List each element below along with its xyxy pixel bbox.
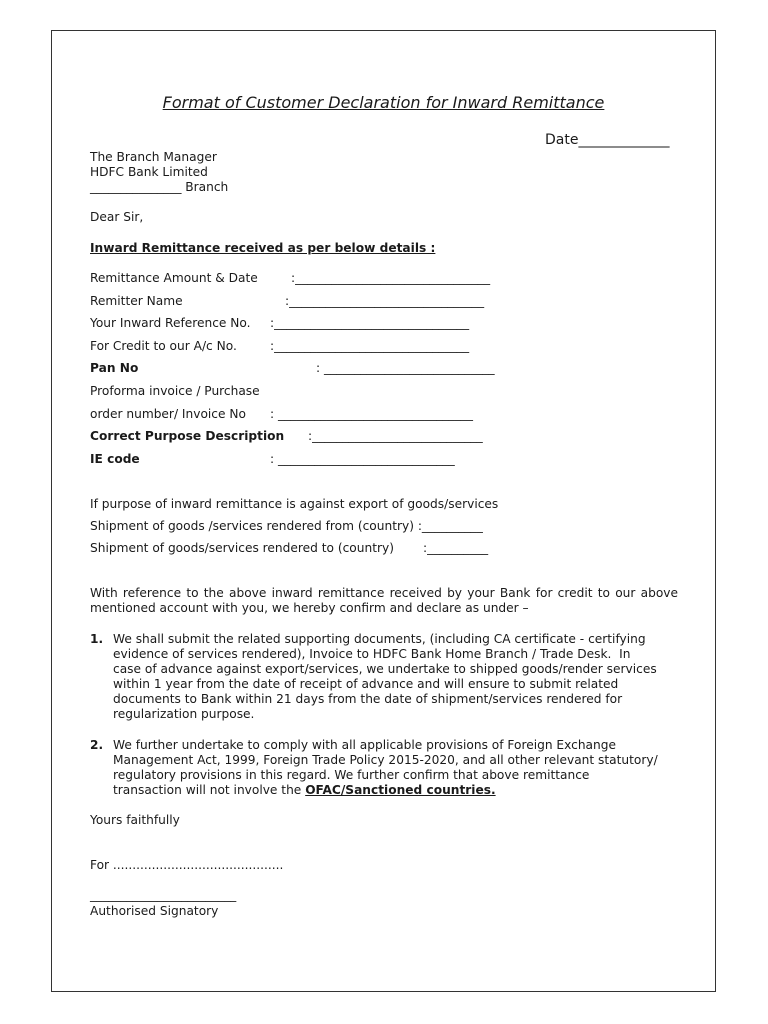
item-1-line-4: within 1 year from the date of receipt of advance and will ensure to submit related <box>113 677 619 691</box>
item-1-line-3: case of advance against export/services, we undertake to shipped goods/render services <box>113 662 657 676</box>
field-label-remittance-amount: Remittance Amount & Date <box>90 271 258 285</box>
document-title: Format of Customer Declaration for Inward Remittance <box>162 93 605 112</box>
field-blank-remittance-amount: :________________________________ <box>291 271 491 285</box>
signature-line: ________________________ <box>90 888 237 902</box>
field-label-invoice-no: order number/ Invoice No <box>90 407 246 421</box>
field-label-purpose: Correct Purpose Description <box>90 429 285 443</box>
field-blank-credit-account: :________________________________ <box>270 339 470 353</box>
field-label-pan: Pan No <box>90 361 139 375</box>
field-label-ie-code: IE code <box>90 452 140 466</box>
shipment-to-label: Shipment of goods/services rendered to (country) <box>90 541 394 555</box>
section-heading: Inward Remittance received as per below details : <box>90 241 436 255</box>
shipment-from: Shipment of goods /services rendered from (country) :__________ <box>90 519 483 533</box>
item-1-line-2: evidence of services rendered), Invoice to HDFC Bank Home Branch / Trade Desk. In <box>113 647 631 661</box>
item-2-line-4-text: transaction will not involve the <box>113 783 302 797</box>
declaration-intro: With reference to the above inward remittance received by your Bank for credit to our above mentioned account with you, we hereby confirm and declare as under – <box>90 586 678 615</box>
field-blank-remitter-name: :________________________________ <box>285 294 485 308</box>
authorised-signatory: Authorised Signatory <box>90 904 219 918</box>
addressee-branch: _______________ Branch <box>90 180 229 194</box>
field-blank-ie-code: : _____________________________ <box>270 452 455 466</box>
item-1-number: 1. <box>90 632 104 646</box>
field-blank-invoice-no: : ________________________________ <box>270 407 473 421</box>
for-line: For ............................................ <box>90 858 284 872</box>
item-2-number: 2. <box>90 738 104 752</box>
field-label-inward-reference: Your Inward Reference No. <box>90 316 251 330</box>
item-1-line-6: regularization purpose. <box>113 707 255 721</box>
field-label-proforma: Proforma invoice / Purchase <box>90 384 260 398</box>
item-2-line-2: Management Act, 1999, Foreign Trade Policy 2015-2020, and all other relevant statutory/ <box>113 753 658 767</box>
closing: Yours faithfully <box>90 813 180 827</box>
document-page <box>51 30 716 992</box>
ofac-emphasis: OFAC/Sanctioned countries. <box>305 783 496 797</box>
field-blank-inward-reference: :________________________________ <box>270 316 470 330</box>
item-1-line-1: We shall submit the related supporting documents, (including CA certificate - certifying <box>113 632 646 646</box>
item-2-line-3: regulatory provisions in this regard. We further confirm that above remittance <box>113 768 590 782</box>
field-label-remitter-name: Remitter Name <box>90 294 183 308</box>
item-2-line-4 <box>113 783 496 798</box>
field-blank-pan: : ____________________________ <box>316 361 495 375</box>
shipment-to-blank: :__________ <box>423 541 489 555</box>
salutation: Dear Sir, <box>90 210 144 224</box>
addressee-line-2: HDFC Bank Limited <box>90 165 208 179</box>
field-blank-purpose: :____________________________ <box>308 429 483 443</box>
date-field: Date_____________ <box>545 132 670 148</box>
field-label-credit-account: For Credit to our A/c No. <box>90 339 237 353</box>
addressee-line-1: The Branch Manager <box>90 150 217 164</box>
item-1-line-5: documents to Bank within 21 days from the date of shipment/services rendered for <box>113 692 623 706</box>
item-2-line-1: We further undertake to comply with all applicable provisions of Foreign Exchange <box>113 738 616 752</box>
export-intro: If purpose of inward remittance is against export of goods/services <box>90 497 499 511</box>
